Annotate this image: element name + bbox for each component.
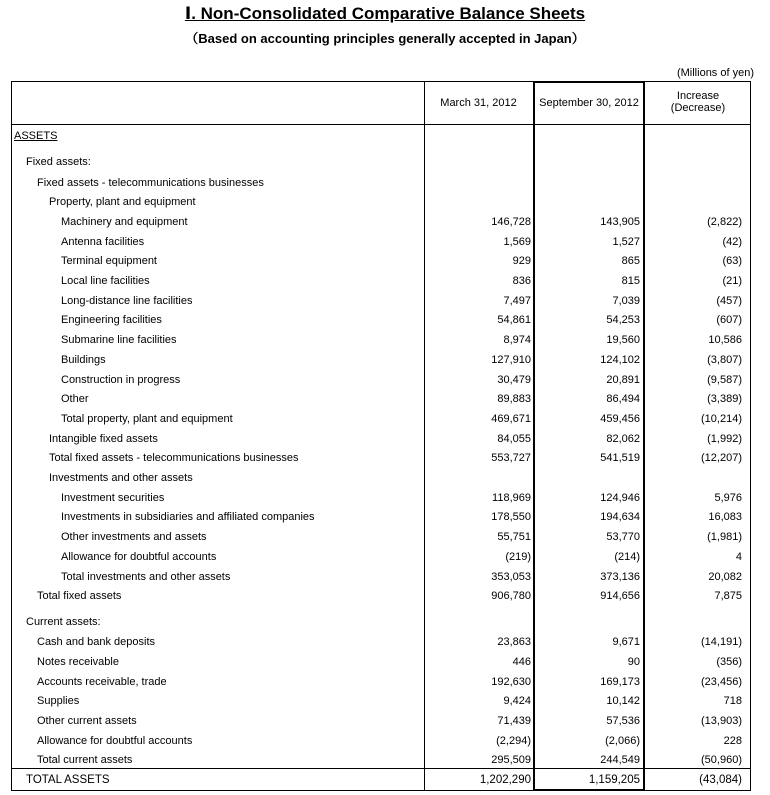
value-march-2012: 906,780 [491,590,531,602]
value-change: (356) [716,656,742,668]
row-label: Total investments and other assets [61,571,231,583]
value-change: 10,586 [708,334,742,346]
value-change: (42) [722,236,742,248]
table-row [11,469,751,488]
value-march-2012: 929 [512,255,531,267]
value-change: (63) [722,255,742,267]
total-assets-row [11,771,751,790]
value-change: (2,822) [707,216,742,228]
value-september-2012: 9,671 [612,636,640,648]
value-march-2012: 54,861 [497,314,531,326]
value-september-2012: 20,891 [606,374,640,386]
value-march-2012: 118,969 [492,492,531,504]
row-label: Current assets: [26,616,101,628]
value-september-2012: 815 [621,275,640,287]
row-label: Other current assets [37,715,137,727]
value-september-2012: 57,536 [606,715,640,727]
table-row [11,331,751,350]
row-label: Investments and other assets [49,472,193,484]
value-september-2012: 10,142 [606,695,640,707]
table-row [11,371,751,390]
row-label: Local line facilities [61,275,150,287]
table-row [11,751,751,770]
value-change: (50,960) [701,754,742,766]
value-september-2012: 124,102 [600,354,640,366]
assets-heading-row [11,127,751,146]
table-row [11,613,751,632]
row-label: Long-distance line facilities [61,295,193,307]
value-march-2012: (2,294) [496,735,531,747]
value-september-2012: 169,173 [600,676,640,688]
value-change: (9,587) [707,374,742,386]
row-label: Engineering facilities [61,314,162,326]
value-march-2012: 295,509 [491,754,531,766]
value-september-2012: 53,770 [606,531,640,543]
row-label: Supplies [37,695,80,707]
table-row [11,292,751,311]
value-september-2012: 82,062 [606,433,640,445]
value-september-2012: 19,560 [606,334,640,346]
value-september-2012: 124,946 [600,492,640,504]
value-march-2012: 146,728 [491,216,531,228]
table-row [11,351,751,370]
value-change: 718 [723,695,742,707]
table-row [11,193,751,212]
table-row [11,272,751,291]
value-september-2012: 86,494 [606,393,640,405]
table-row [11,390,751,409]
value-change: (10,214) [701,413,742,425]
row-label: Accounts receivable, trade [37,676,167,688]
table-row [11,233,751,252]
value-march-2012: 7,497 [503,295,531,307]
value-change: (1,992) [707,433,742,445]
row-label: Investments in subsidiaries and affiliated companies [61,511,315,523]
value-march-2012: 446 [512,656,531,668]
value-september-2012: 541,519 [600,452,640,464]
value-march-2012: 71,439 [497,715,531,727]
table-row [11,174,751,193]
table-row [11,712,751,731]
column-header-march-2012: March 31, 2012 [440,97,517,109]
column-header-change: Increase (Decrease) [670,90,726,114]
document-subtitle: （Based on accounting principles generally accepted in Japan） [185,31,585,46]
value-change: (3,807) [707,354,742,366]
table-row [11,213,751,232]
row-label: Property, plant and equipment [49,196,196,208]
table-row [11,430,751,449]
table-row [11,568,751,587]
value-change: (13,903) [701,715,742,727]
value-change: (607) [716,314,742,326]
value-september-2012: 90 [627,656,640,668]
table-row [11,673,751,692]
value-september-2012: 1,159,205 [588,774,640,786]
value-march-2012: 469,671 [491,413,531,425]
row-label: Terminal equipment [61,255,157,267]
table-row [11,311,751,330]
value-march-2012: 8,974 [503,334,531,346]
value-change: (43,084) [699,774,742,786]
value-march-2012: 1,202,290 [479,774,531,786]
row-label: Fixed assets: [26,156,91,168]
value-march-2012: 89,883 [497,393,531,405]
table-row [11,528,751,547]
value-march-2012: 84,055 [497,433,531,445]
value-change: 16,083 [708,511,742,523]
column-header-september-2012: September 30, 2012 [539,97,639,109]
value-march-2012: 55,751 [497,531,531,543]
value-march-2012: 9,424 [503,695,531,707]
table-row [11,587,751,606]
value-march-2012: 836 [512,275,531,287]
table-row [11,548,751,567]
row-label: Submarine line facilities [61,334,177,346]
table-row [11,252,751,271]
value-march-2012: 23,863 [497,636,531,648]
document-title: Ⅰ. Non-Consolidated Comparative Balance Sheets [184,4,586,23]
value-march-2012: 553,727 [491,452,531,464]
table-row [11,692,751,711]
value-september-2012: 194,634 [600,511,640,523]
value-september-2012: 54,253 [606,314,640,326]
value-march-2012: 192,630 [491,676,531,688]
table-row [11,732,751,751]
row-label: Total property, plant and equipment [61,413,233,425]
value-september-2012: (214) [614,551,640,563]
row-label: Construction in progress [61,374,181,386]
row-label: Buildings [61,354,106,366]
table-row [11,489,751,508]
row-label: Antenna facilities [61,236,145,248]
value-september-2012: 914,656 [600,590,640,602]
value-change: 7,875 [714,590,742,602]
row-label: Investment securities [61,492,165,504]
value-march-2012: 127,910 [491,354,531,366]
row-label: Other [61,393,89,405]
row-label: Fixed assets - telecommunications businesses [37,177,264,189]
row-label: Allowance for doubtful accounts [61,551,217,563]
value-march-2012: 1,569 [503,236,531,248]
value-change: (12,207) [701,452,742,464]
assets-heading: ASSETS [14,130,58,142]
value-september-2012: 7,039 [612,295,640,307]
value-september-2012: 244,549 [600,754,640,766]
value-march-2012: 178,550 [491,511,531,523]
value-september-2012: (2,066) [605,735,640,747]
row-label: Notes receivable [37,656,119,668]
value-change: (14,191) [701,636,742,648]
value-change: 5,976 [714,492,742,504]
table-row [11,633,751,652]
value-march-2012: (219) [505,551,531,563]
value-change: 20,082 [708,571,742,583]
value-change: (21) [722,275,742,287]
value-march-2012: 353,053 [491,571,531,583]
value-change: 4 [735,551,742,563]
value-september-2012: 865 [621,255,640,267]
row-label: Total fixed assets [37,590,122,602]
value-change: (23,456) [701,676,742,688]
row-label: Other investments and assets [61,531,207,543]
row-label: Machinery and equipment [61,216,188,228]
row-label: Intangible fixed assets [49,433,158,445]
value-change: (457) [716,295,742,307]
row-label: Total fixed assets - telecommunications businesses [49,452,299,464]
table-row [11,449,751,468]
table-row [11,653,751,672]
value-march-2012: 30,479 [497,374,531,386]
value-change: 228 [723,735,742,747]
row-label: Total current assets [37,754,133,766]
value-september-2012: 1,527 [612,236,640,248]
row-label: Cash and bank deposits [37,636,156,648]
value-change: (3,389) [707,393,742,405]
table-row [11,508,751,527]
value-change: (1,981) [707,531,742,543]
value-september-2012: 459,456 [600,413,640,425]
table-row [11,410,751,429]
unit-label: (Millions of yen) [676,67,754,79]
row-label: Allowance for doubtful accounts [37,735,193,747]
table-row [11,153,751,172]
value-september-2012: 143,905 [600,216,640,228]
value-september-2012: 373,136 [600,571,640,583]
row-label: TOTAL ASSETS [26,774,110,786]
